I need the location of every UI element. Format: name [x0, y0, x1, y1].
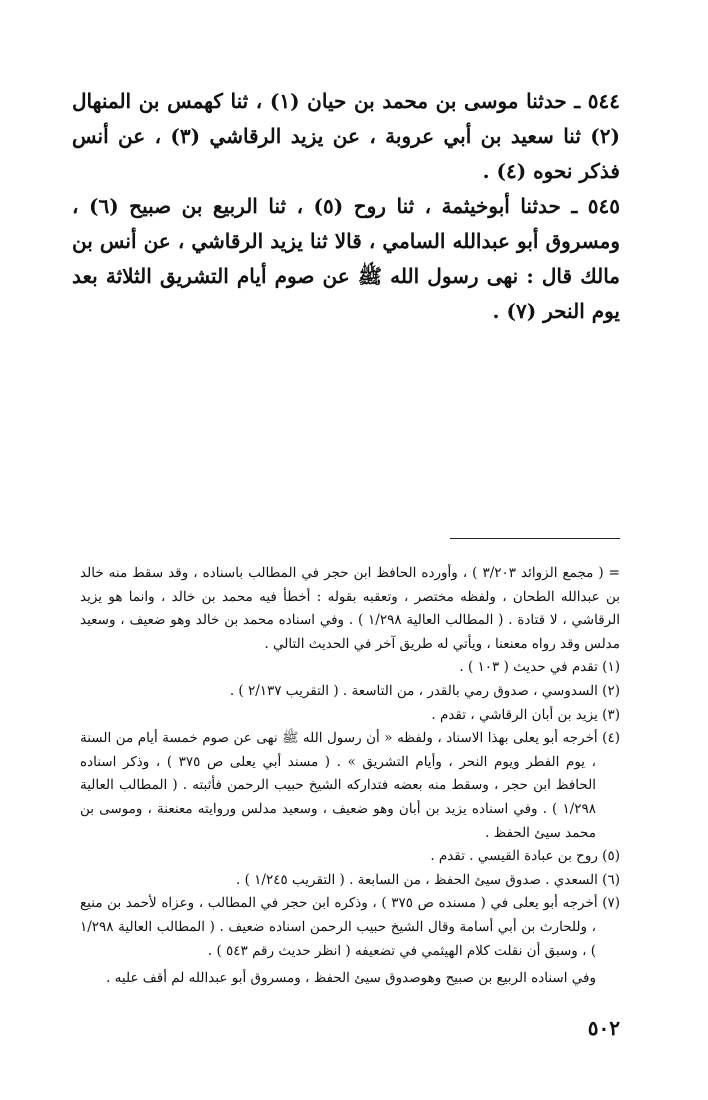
main-text — [72, 84, 620, 329]
footnote-5: (٥) روح بن عبادة القيسي . تقدم . — [430, 848, 620, 865]
footnote-continuation: = ( مجمع الزوائد ٣/٢٠٣ ) ، وأورده الحافظ ابن حجر في المطالب باسناده ، وقد سقط منه خالد بن عبدالله الطحان ، ولفظه مختصر ، وتعقبه بقوله : أخطأ فيه محمد بن خالد ، وانما هو يزيد الرقاشي ، لا قتادة . ( المطالب العالية ١/٢٩٨ ) . وفي اسناده محمد بن خالد وهو ضعيف ، وسعيد مدلس وقد رواه معنعنا ، ويأتي له طريق آخر في الحديث التالي . — [80, 565, 620, 652]
footnote-7: (٧) أخرجه أبو يعلى في ( مسنده ص ٣٧٥ ) ، وذكره ابن حجر في المطالب ، وعزاه لأحمد بن منيع ، وللحارث بن أبي أسامة وقال الشيخ حبيب الرحمن اسناده ضعيف . ( المطالب العالية ١/٢٩٨ ) ، وسبق أن نقلت كلام الهيثمي في تضعيفه ( انظر حديث رقم ٥٤٣ ) . — [80, 895, 621, 959]
footnote-7-addendum: وفي اسناده الربيع بن صبيح وهوصدوق سيئ الحفظ ، ومسروق أبو عبدالله لم أقف عليه . — [106, 970, 596, 987]
hadith-544: ٥٤٤ ـ حدثنا موسى بن محمد بن حيان (١) ، ثنا كهمس بن المنهال (٢) ثنا سعيد بن أبي عروبة ، عن يزيد الرقاشي (٣) ، عن أنس فذكر نحوه (٤) . — [72, 89, 620, 183]
hadith-545: ٥٤٥ ـ حدثنا أبوخيثمة ، ثنا روح (٥) ، ثنا الربيع بن صبيح (٦) ، ومسروق أبو عبدالله السامي ، قالا ثنا يزيد الرقاشي ، عن أنس بن مالك قال : نهى رسول الله ﷺ عن صوم أيام التشريق الثلاثة بعد يوم النحر (٧) . — [72, 194, 620, 323]
footnote-2: (٢) السدوسي ، صدوق رمي بالقدر ، من التاسعة . ( التقريب ٢/١٣٧ ) . — [229, 682, 620, 699]
footnote-1: (١) تقدم في حديث ( ١٠٣ ) . — [459, 659, 620, 676]
footnote-6: (٦) السعدي . صدوق سيئ الحفظ ، من السابعة . ( التقريب ١/٢٤٥ ) . — [236, 871, 620, 888]
footnote-4: (٤) أخرجه أبو يعلى بهذا الاسناد ، ولفظه « أن رسول الله ﷺ نهى عن صوم خمسة أيام من السنة ، يوم الفطر ويوم النحر ، وأيام التشريق » . ( مسند أبي يعلى ص ٣٧٥ ) ، وذكر اسناده الحافظ ابن حجر ، وسقط منه بعضه فتداركه الشيخ حبيب الرحمن فأثبته . ( المطالب العالية ١/٢٩٨ ) . وفي اسناده يزيد بن أبان وهو ضعيف ، وسعيد مدلس وروايته معنعنة ، وموسى بن محمد سيئ الحفظ . — [80, 730, 620, 841]
page-number: ٥٠٢ — [587, 1016, 620, 1040]
footnote-3: (٣) يزيد بن أبان الرقاشي ، تقدم . — [431, 706, 620, 723]
footnotes — [80, 562, 620, 991]
footnote-divider — [450, 538, 620, 539]
